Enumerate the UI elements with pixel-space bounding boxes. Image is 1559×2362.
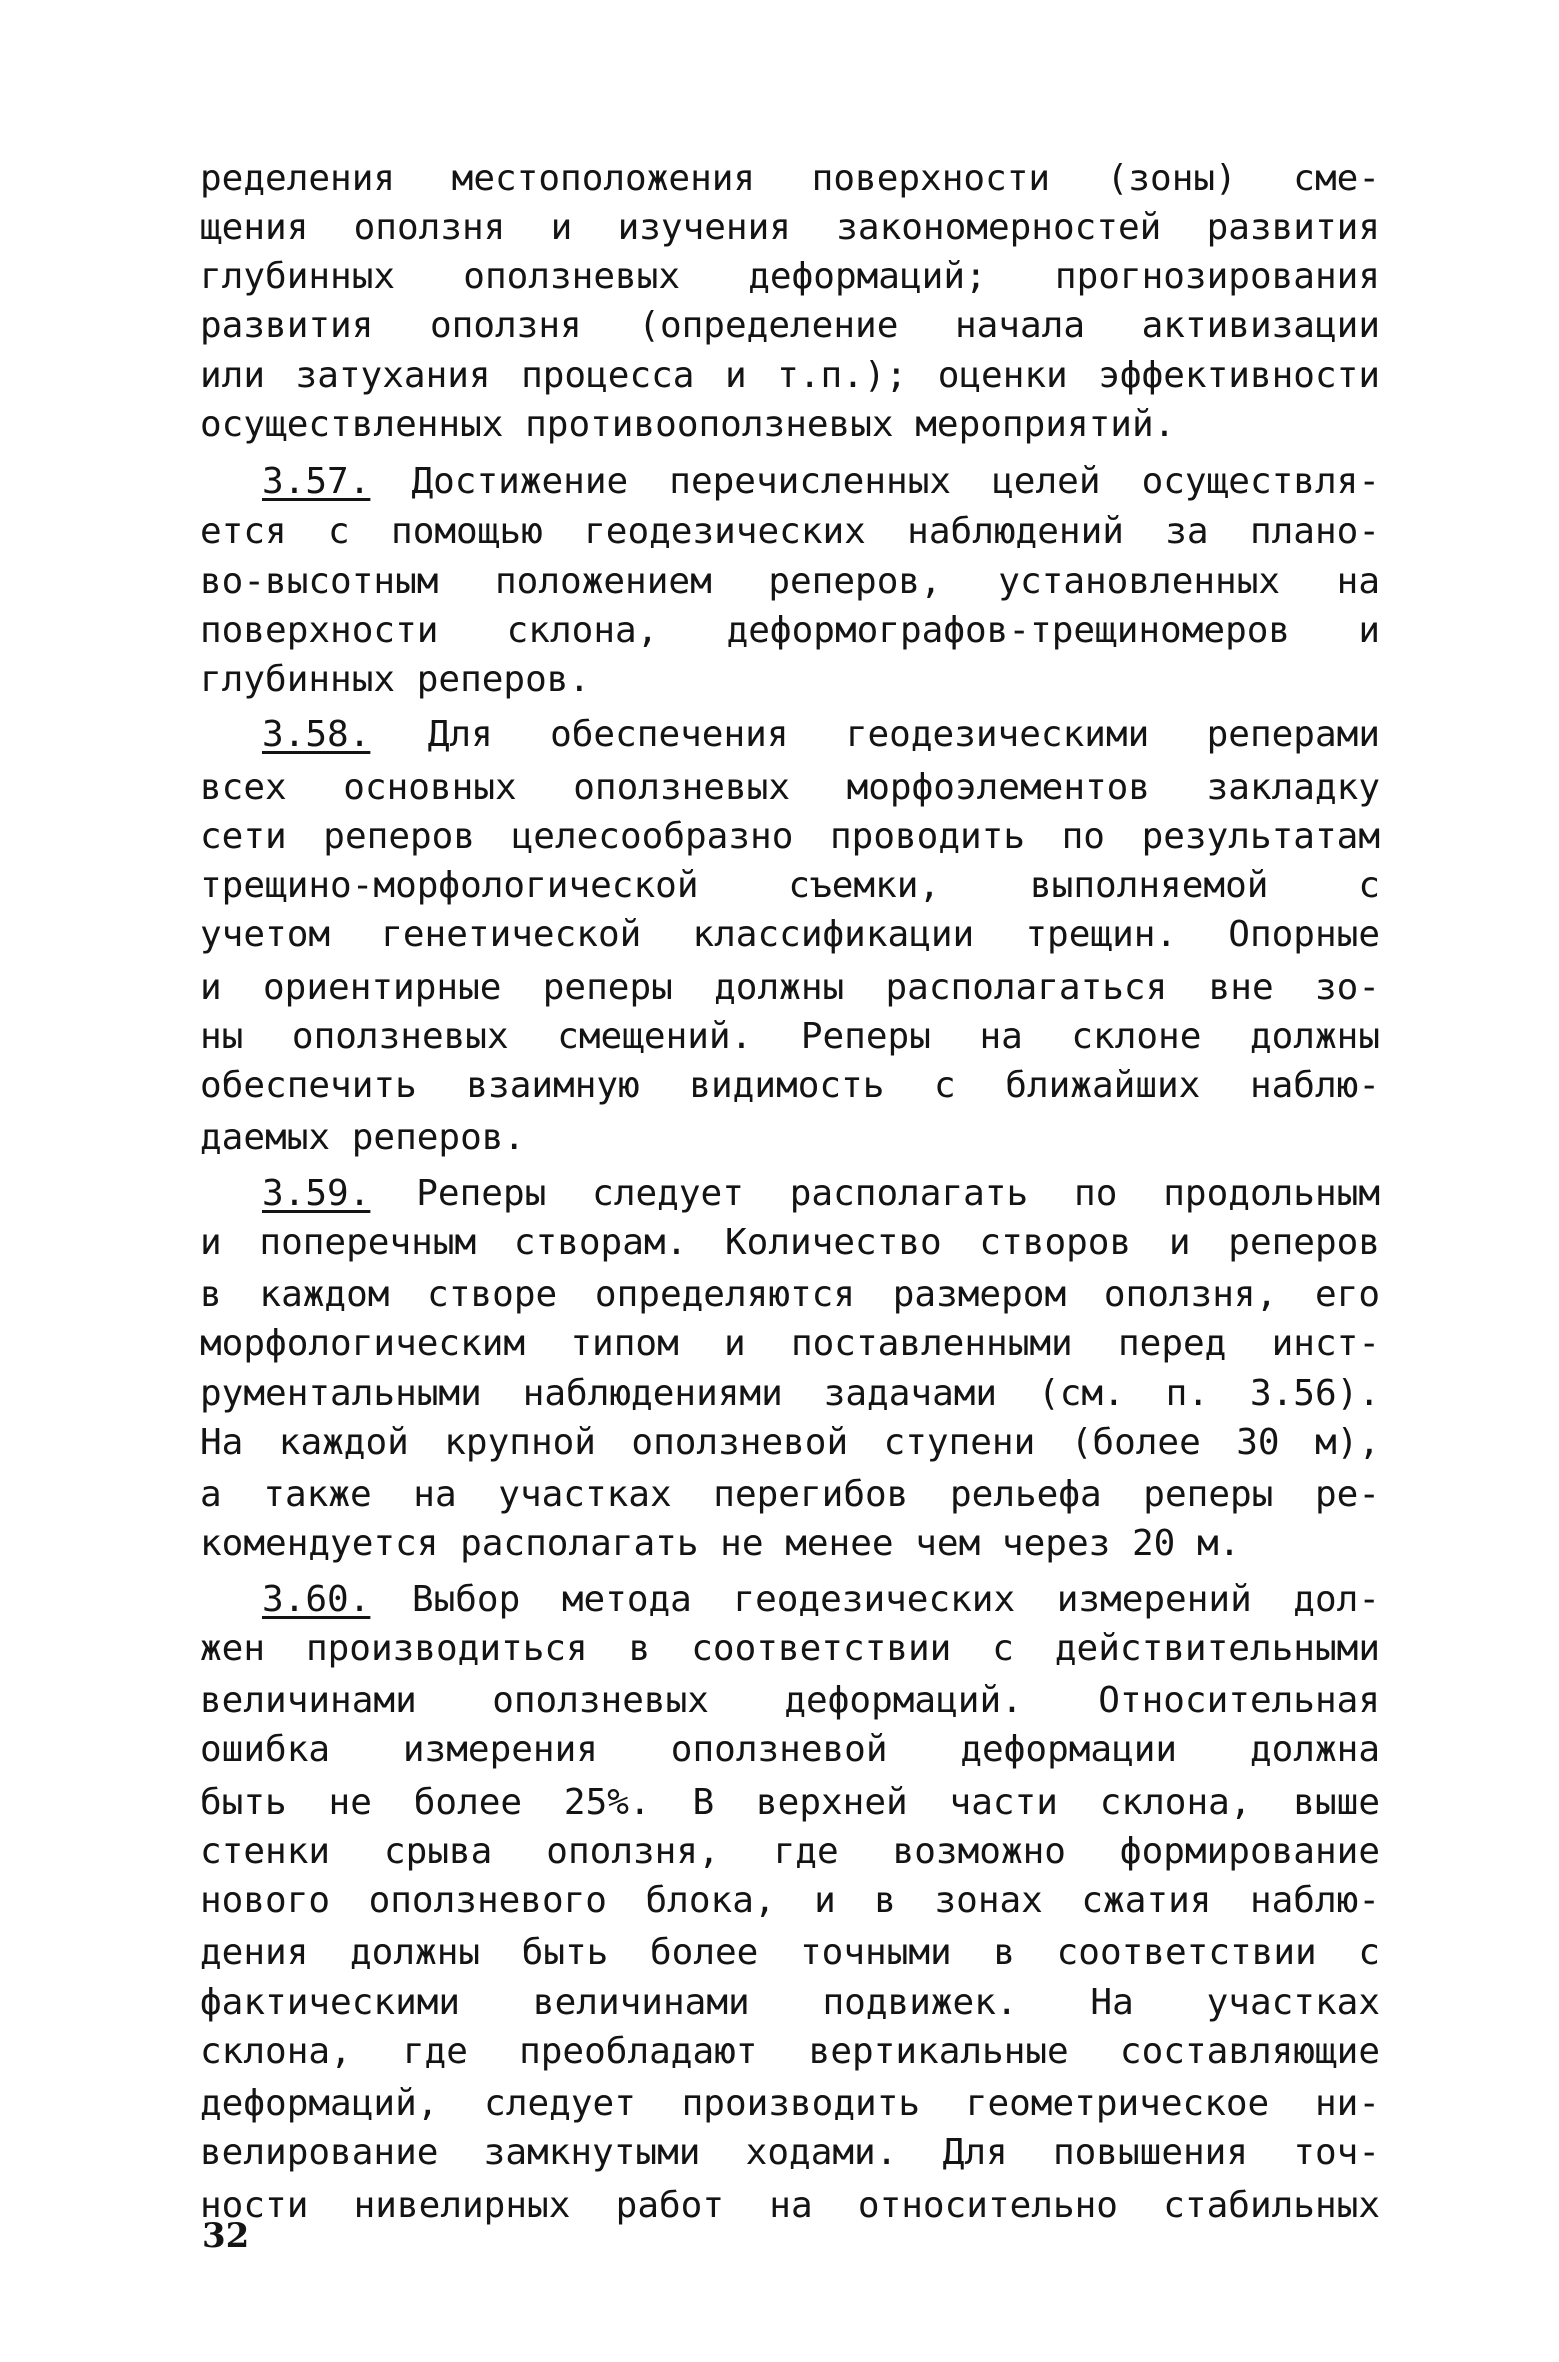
text-line: или затухания процесса и т.п.); оценки эффективности [200,355,1380,396]
text-line: и поперечным створам. Количество створов и реперов [200,1222,1380,1263]
text-line: деформаций, следует производить геометрическое ни- [200,2083,1380,2124]
text-span: Реперы следует располагать по продольным [370,1173,1380,1214]
text-line: быть не более 25%. В верхней части склона, выше [200,1782,1380,1823]
text-line: стенки срыва оползня, где возможно формирование [200,1831,1380,1872]
paragraph-first-line [262,1575,1380,1625]
text-line: сети реперов целесообразно проводить по результатам [200,816,1380,857]
text-line: ется с помощью геодезических наблюдений за плано- [200,511,1380,552]
paragraph-first-line [262,1169,1380,1219]
text-line: развития оползня (определение начала активизации [200,305,1380,346]
text-line: глубинных реперов. [200,659,591,700]
text-line: комендуется располагать не менее чем через 20 м. [200,1523,1241,1564]
text-line: поверхности склона, деформографов-трещиномеров и [200,610,1380,651]
paragraph-first-line [262,457,1380,507]
text-line: нового оползневого блока, и в зонах сжатия наблю- [200,1880,1380,1921]
text-line: склона, где преобладают вертикальные составляющие [200,2031,1380,2072]
text-span: Достижение перечисленных целей осуществля- [370,461,1380,502]
text-line: трещино-морфологической съемки, выполняемой с [200,865,1380,906]
paragraph-number: 3.59. [262,1173,371,1214]
text-line: ределения местоположения поверхности (зоны) сме- [200,158,1380,199]
text-line: даемых реперов. [200,1117,526,1158]
text-line: рументальными наблюдениями задачами (см. п. 3.56). [200,1373,1380,1414]
paragraph-first-line [262,710,1380,760]
paragraph-number: 3.60. [262,1579,371,1620]
text-line: морфологическим типом и поставленными перед инст- [200,1323,1380,1364]
text-line: ошибка измерения оползневой деформации должна [200,1729,1380,1770]
text-line: жен производиться в соответствии с действительными [200,1628,1380,1669]
text-line: глубинных оползневых деформаций; прогнозирования [200,256,1380,297]
text-line: в каждом створе определяются размером оползня, его [200,1274,1380,1315]
text-line: ности нивелирных работ на относительно стабильных [200,2185,1380,2226]
paragraph-number: 3.58. [262,714,371,755]
text-line: велирование замкнутыми ходами. Для повышения точ- [200,2132,1380,2173]
text-line: щения оползня и изучения закономерностей развития [200,207,1380,248]
text-line: во-высотным положением реперов, установленных на [200,561,1380,602]
text-line: всех основных оползневых морфоэлементов закладку [200,767,1380,808]
text-line: осуществленных противооползневых мероприятий. [200,404,1176,445]
text-line: и ориентирные реперы должны располагаться вне зо- [200,967,1380,1008]
paragraph-number: 3.57. [262,461,371,502]
text-span: Выбор метода геодезических измерений дол- [370,1579,1380,1620]
text-line: а также на участках перегибов рельефа реперы ре- [200,1474,1380,1515]
page-number: 32 [202,2216,250,2256]
text-line: учетом генетической классификации трещин. Опорные [200,914,1380,955]
text-line: На каждой крупной оползневой ступени (более 30 м), [200,1422,1380,1463]
text-line: ны оползневых смещений. Реперы на склоне должны [200,1016,1380,1057]
text-span: Для обеспечения геодезическими реперами [370,714,1380,755]
text-line: дения должны быть более точными в соответствии с [200,1932,1380,1973]
text-line: обеспечить взаимную видимость с ближайших наблю- [200,1065,1380,1106]
text-line: величинами оползневых деформаций. Относительная [200,1680,1380,1721]
text-line: фактическими величинами подвижек. На участках [200,1982,1380,2023]
